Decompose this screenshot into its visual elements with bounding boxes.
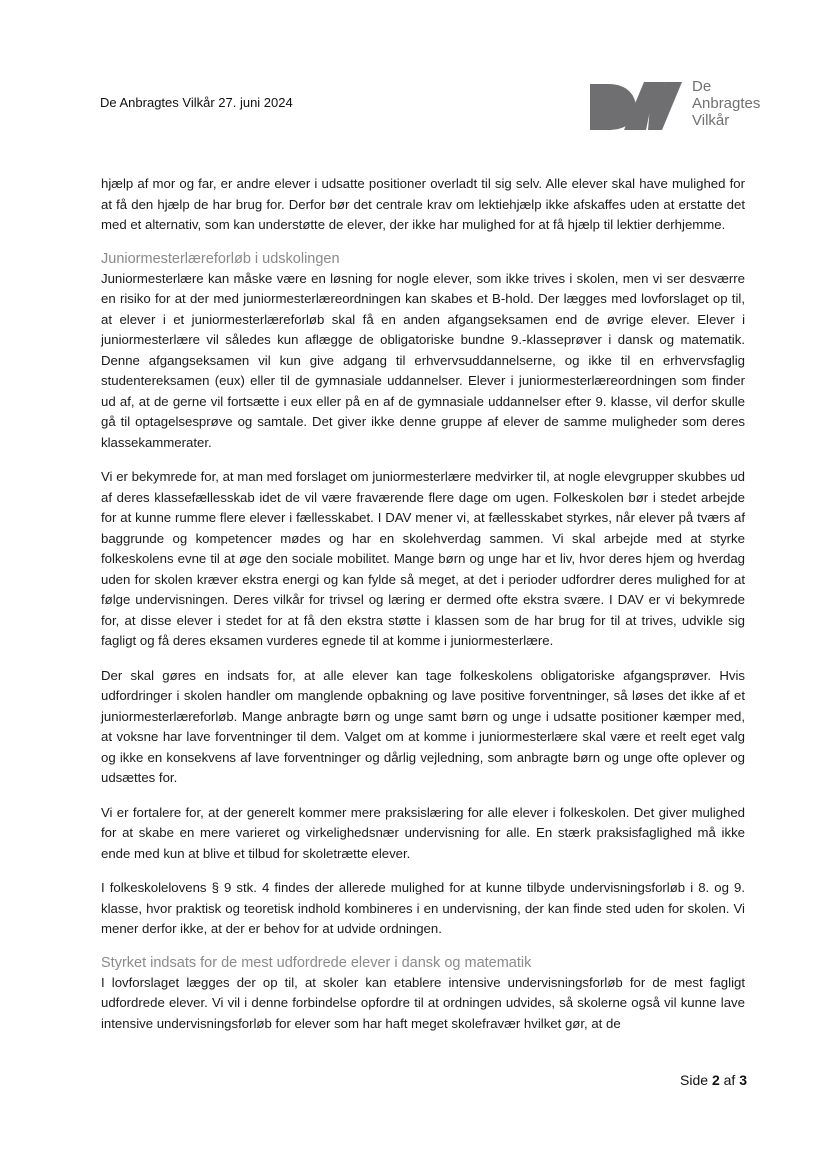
paragraph-praksislaering: Vi er fortalere for, at der generelt kommer mere praksislæring for alle elever i folkeskolen. Det giver mulighed for at skabe en mere varieret og virkelighedsnær undervisning for alle. En stærk praksisfaglighed må ikke ende med kun at blive et tilbud for skoletrætte elever. [101, 804, 745, 861]
paragraph-folkeskoleloven: I folkeskolelovens § 9 stk. 4 findes der allerede mulighed for at kunne tilbyde undervisningsforløb i 8. og 9. klasse, hvor praktisk og teoretisk indhold kombineres i en undervisning, der kan finde sted uden for skolen. Vi mener derfor ikke, at der er behov for at udvide ordningen. [101, 880, 745, 936]
logo-text [692, 78, 760, 129]
paragraph-intensive-forloeb: I lovforslaget lægges der op til, at skoler kan etablere intensive undervisningsforløb for de mest fagligt udfordrede elever. Vi vil i denne forbindelse opfordre til at ordningen udvides, så skolerne også vil kunne lave intensive undervisningsforløb for elever som har haft meget skolefravær hvilket gør, at de [101, 974, 745, 1031]
dav-logo-mark [590, 76, 686, 132]
dav-logo [590, 76, 790, 136]
logo-text-line-3: Vilkår [692, 112, 730, 129]
document-body [101, 174, 745, 1048]
total-pages: 3 [739, 1072, 747, 1088]
logo-text-line-2: Anbragtes [692, 95, 761, 112]
page-of: af [723, 1072, 736, 1088]
header-title: De Anbragtes Vilkår 27. juni 2024 [100, 95, 293, 110]
paragraph-lektiehjaelp: hjælp af mor og far, er andre elever i udsatte positioner overladt til sig selv. Alle elever skal have mulighed for at få den hjælp de har brug for. Derfor bør det centrale krav om lektiehjælp ikke afskaffes uden at erstatte det med et alternativ, som kan understøtte de elever, der ikke har mulighed for at få hjælp til lektier derhjemme. [101, 176, 745, 232]
page-number [680, 1072, 747, 1088]
paragraph-bekymring: Vi er bekymrede for, at man med forslaget om juniormesterlære medvirker til, at nogle elevgrupper skubbes ud af deres klassefællesskab idet de vil være fraværende flere dage om ugen. Folkeskolen bør i stedet arbejde for at kunne rumme flere elever i fællesskabet. I DAV mener vi, at fællesskabet styrkes, når elever på tværs af baggrunde og kompetencer mødes og har en skolehverdag sammen. Vi skal arbejde med at styrke folkeskolens evne til at øge den sociale mobilitet. Mange børn og unge har et liv, hvor deres hjem og hverdag uden for skolen kræver ekstra energi og kan fylde så meget, at det i perioder udfordrer deres mulighed for at følge undervisningen. Deres vilkår for trivsel og læring er dermed ofte ekstra svære. I DAV er vi bekymrede for, at disse elever i stedet for at få den ekstra støtte i klassen som de har brug for til at trives, udvikle sig fagligt og få deres eksamen vurderes egnede til at komme i juniormesterlære. [101, 469, 745, 648]
paragraph-indsats: Der skal gøres en indsats for, at alle elever kan tage folkeskolens obligatoriske afgangsprøver. Hvis udfordringer i skolen handler om manglende opbakning og lave positive forventninger, så løses det ikke af et juniormesterlæreforløb. Mange anbragte børn og unge samt børn og unge i udsatte positioner kæmper med, at voksne har lave forventninger til dem. Valget om at komme i juniormesterlære skal være et reelt eget valg og ikke en konsekvens af lave forventninger og dårlig vejledning, som anbragte børn og unge ofte oplever og udsættes for. [101, 667, 745, 785]
paragraph-juniormesterlaere: Juniormesterlære kan måske være en løsning for nogle elever, som ikke trives i skolen, men vi ser desværre en risiko for at der med juniormesterlæreordningen kan skabes et B-hold. Der lægges med lovforslaget op til, at elever i et juniormesterlæreforløb skal få en anden afgangseksamen end de øvrige elever. Elever i juniormesterlære vil således kun aflægge de obligatoriske bundne 9.-klasseprøver i dansk og matematik. Denne afgangseksamen vil kun give adgang til erhvervsuddannelserne, og ikke til en erhvervsfaglig studentereksamen (eux) eller til de gymnasiale uddannelser. Elever i juniormesterlæreordningen som finder ud af, at de gerne vil fortsætte i eux eller på en af de gymnasiale uddannelser efter 9. klasse, vil derfor skulle gå til optagelsesprøve og samtale. Det giver ikke denne gruppe af elever de samme muligheder som deres klassekammerater. [101, 270, 745, 450]
heading-styrket-indsats: Styrket indsats for de mest udfordrede elever i dansk og matematik [101, 954, 532, 971]
logo-text-line-1: De [692, 78, 712, 95]
current-page: 2 [711, 1072, 720, 1088]
heading-juniormesterlaere: Juniormesterlæreforløb i udskolingen [101, 250, 340, 267]
page-prefix: Side [680, 1072, 709, 1088]
